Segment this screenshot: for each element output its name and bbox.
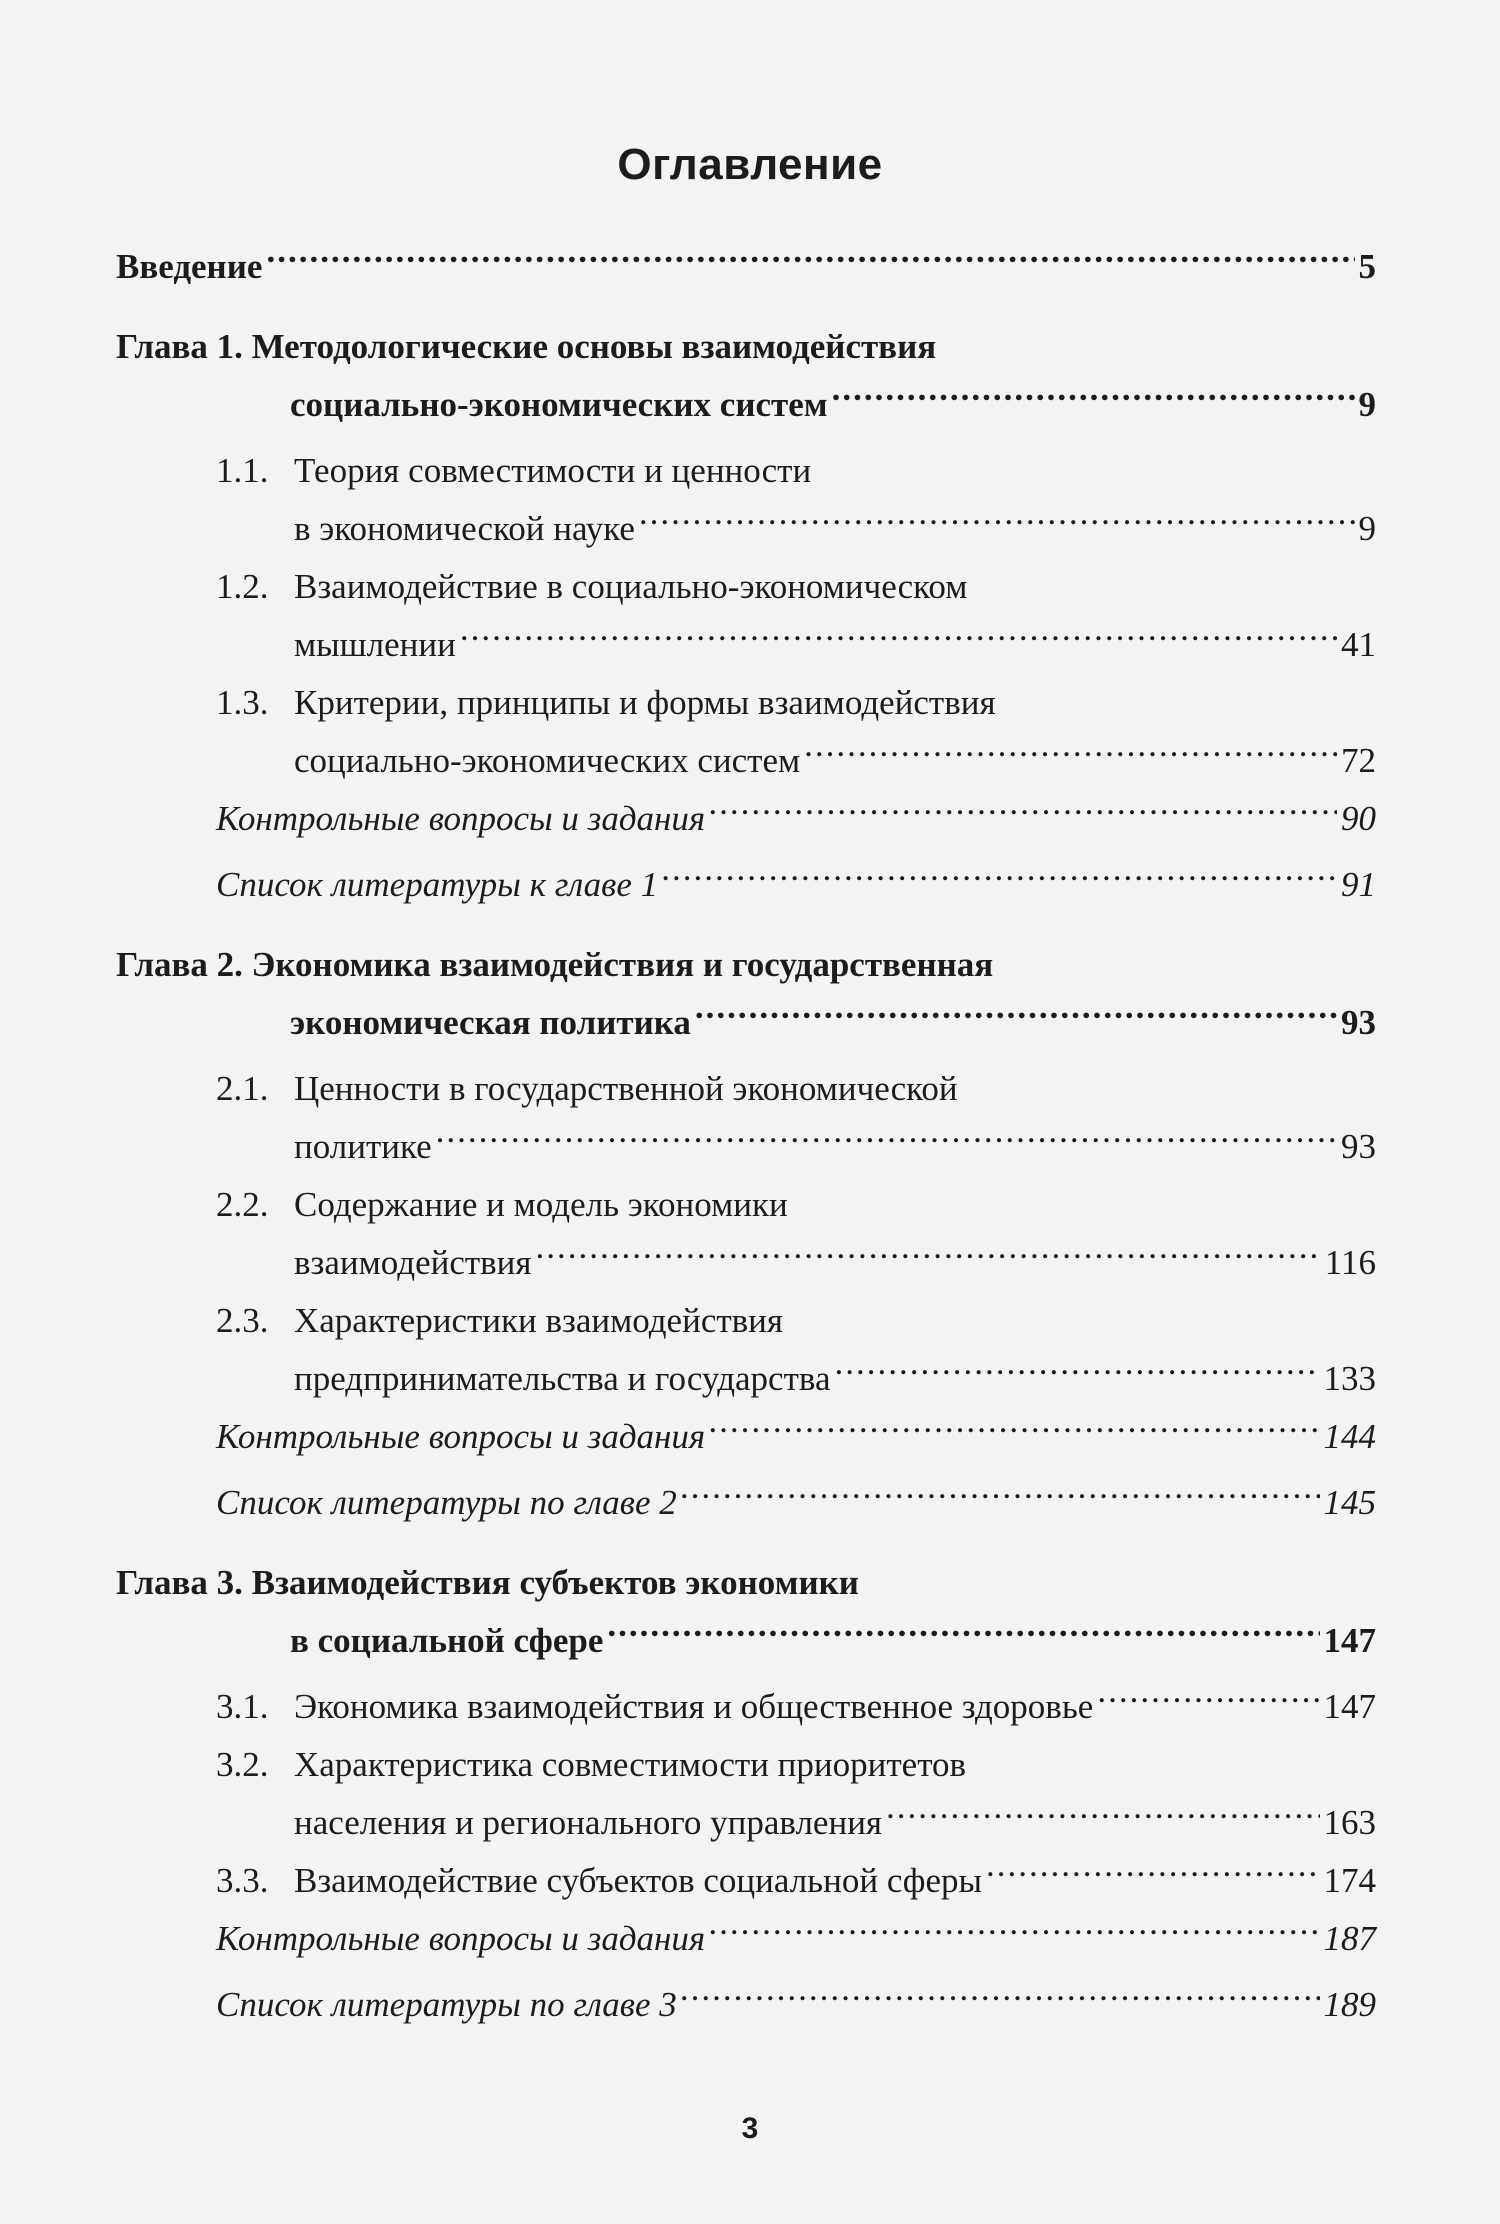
section-title-cont: предпринимательства и государства xyxy=(294,1359,831,1398)
toc-page-number: 41 xyxy=(1341,625,1376,664)
dot-leader xyxy=(709,1413,1319,1448)
toc-entry-label: Список литературы по главе 2 xyxy=(216,1483,677,1522)
toc-page-number: 72 xyxy=(1341,741,1376,780)
dot-leader xyxy=(436,1123,1337,1158)
section-title: Экономика взаимодействия и общественное здоровье xyxy=(294,1687,1094,1726)
section-number: 3.3. xyxy=(216,1861,269,1900)
toc-page-number: 93 xyxy=(1341,1003,1376,1042)
toc-entry-chapter-1[interactable] xyxy=(116,376,1376,434)
toc-page-number: 9 xyxy=(1358,509,1376,548)
dot-leader xyxy=(662,861,1337,896)
toc-entry-label: Список литературы по главе 3 xyxy=(216,1985,677,2024)
toc-page-number: 163 xyxy=(1323,1803,1376,1842)
section-title: Характеристика совместимости приоритетов xyxy=(294,1745,967,1784)
dot-leader xyxy=(834,1355,1319,1390)
section-number: 2.2. xyxy=(216,1185,269,1224)
toc-page-number: 9 xyxy=(1358,385,1376,424)
toc-page-number: 147 xyxy=(1323,1621,1376,1660)
toc-page-number: 145 xyxy=(1323,1483,1376,1522)
dot-leader xyxy=(639,505,1355,540)
dot-leader xyxy=(832,381,1355,416)
toc-section-2-2[interactable] xyxy=(116,1176,1376,1292)
toc-entry-refs-2[interactable] xyxy=(116,1474,1376,1532)
dot-leader xyxy=(536,1239,1321,1274)
dot-leader xyxy=(986,1857,1319,1892)
toc-entry-questions-3[interactable] xyxy=(116,1910,1376,1968)
toc-entry-chapter-2[interactable] xyxy=(116,994,1376,1052)
dot-leader xyxy=(709,795,1337,830)
toc-section-3-3[interactable] xyxy=(116,1852,1376,1910)
section-title-cont: населения и регионального управления xyxy=(294,1803,883,1842)
section-title-cont: социально-экономических систем xyxy=(294,741,801,780)
toc-section-3-2[interactable] xyxy=(116,1736,1376,1852)
toc-page-number: 144 xyxy=(1323,1417,1376,1456)
section-number: 3.1. xyxy=(216,1687,269,1726)
toc-chapter-2 xyxy=(116,936,1376,1532)
dot-leader xyxy=(681,1479,1320,1514)
section-title: Характеристики взаимодействия xyxy=(294,1301,784,1340)
toc-section-2-3[interactable] xyxy=(116,1292,1376,1408)
toc-page-number: 189 xyxy=(1323,1985,1376,2024)
toc-page-number: 187 xyxy=(1323,1919,1376,1958)
chapter-heading-line[interactable]: Глава 1. Методологические основы взаимодействия xyxy=(116,327,937,366)
section-title-cont: мышлении xyxy=(294,625,456,664)
toc-entry-refs-1[interactable] xyxy=(116,856,1376,914)
section-number: 3.2. xyxy=(216,1745,269,1784)
toc-chapter-3 xyxy=(116,1554,1376,2034)
section-title: Теория совместимости и ценности xyxy=(294,451,812,490)
dot-leader xyxy=(607,1617,1319,1652)
toc-section-3-1[interactable] xyxy=(116,1678,1376,1736)
section-title: Ценности в государственной экономической xyxy=(294,1069,958,1108)
section-title-cont: в экономической науке xyxy=(294,509,635,548)
toc-entry-label: Контрольные вопросы и задания xyxy=(216,1919,706,1958)
section-title: Критерии, принципы и формы взаимодействия xyxy=(294,683,996,722)
toc-page-number: 93 xyxy=(1341,1127,1376,1166)
toc-page-number: 116 xyxy=(1324,1243,1376,1282)
toc-entry-label: социально-экономических систем xyxy=(290,385,828,424)
dot-leader xyxy=(1097,1683,1319,1718)
dot-leader xyxy=(695,999,1337,1034)
toc-entry-label: экономическая политика xyxy=(290,1003,691,1042)
toc-chapter-1 xyxy=(116,318,1376,914)
toc-section-1-3[interactable] xyxy=(116,674,1376,790)
toc-entry-label: Список литературы к главе 1 xyxy=(216,865,659,904)
toc-entry-label: в социальной сфере xyxy=(290,1621,604,1660)
section-number: 1.1. xyxy=(216,451,269,490)
dot-leader xyxy=(804,737,1337,772)
toc-page-number: 91 xyxy=(1341,865,1376,904)
toc-section-1-1[interactable] xyxy=(116,442,1376,558)
dot-leader xyxy=(886,1799,1319,1834)
dot-leader xyxy=(266,243,1354,278)
chapter-heading-line[interactable]: Глава 3. Взаимодействия субъектов экономики xyxy=(116,1563,859,1602)
toc-page-number: 174 xyxy=(1323,1861,1376,1900)
dot-leader xyxy=(460,621,1337,656)
dot-leader xyxy=(681,1981,1320,2016)
section-number: 2.3. xyxy=(216,1301,269,1340)
page-title: Оглавление xyxy=(617,140,883,189)
section-number: 1.2. xyxy=(216,567,269,606)
section-title: Содержание и модель экономики xyxy=(294,1185,788,1224)
page-number: 3 xyxy=(741,2112,759,2145)
toc-entry-refs-3[interactable] xyxy=(116,1976,1376,2034)
toc-page-number: 133 xyxy=(1323,1359,1376,1398)
dot-leader xyxy=(709,1915,1319,1950)
table-of-contents xyxy=(116,238,1376,2034)
section-title: Взаимодействие субъектов социальной сферы xyxy=(294,1861,983,1900)
toc-entry-label: Контрольные вопросы и задания xyxy=(216,1417,706,1456)
toc-page-number: 5 xyxy=(1358,247,1376,286)
toc-entry-questions-2[interactable] xyxy=(116,1408,1376,1466)
toc-section-1-2[interactable] xyxy=(116,558,1376,674)
toc-entry-questions-1[interactable] xyxy=(116,790,1376,848)
toc-entry-intro[interactable] xyxy=(116,238,1376,296)
chapter-heading-line[interactable]: Глава 2. Экономика взаимодействия и государственная xyxy=(116,945,994,984)
toc-entry-label: Введение xyxy=(116,247,263,286)
section-number: 2.1. xyxy=(216,1069,269,1108)
toc-entry-label: Контрольные вопросы и задания xyxy=(216,799,706,838)
section-title: Взаимодействие в социально-экономическом xyxy=(294,567,968,606)
toc-page-number: 147 xyxy=(1323,1687,1376,1726)
toc-section-2-1[interactable] xyxy=(116,1060,1376,1176)
section-title-cont: взаимодействия xyxy=(294,1243,532,1282)
section-number: 1.3. xyxy=(216,683,269,722)
toc-page-number: 90 xyxy=(1341,799,1376,838)
toc-entry-chapter-3[interactable] xyxy=(116,1612,1376,1670)
section-title-cont: политике xyxy=(294,1127,432,1166)
